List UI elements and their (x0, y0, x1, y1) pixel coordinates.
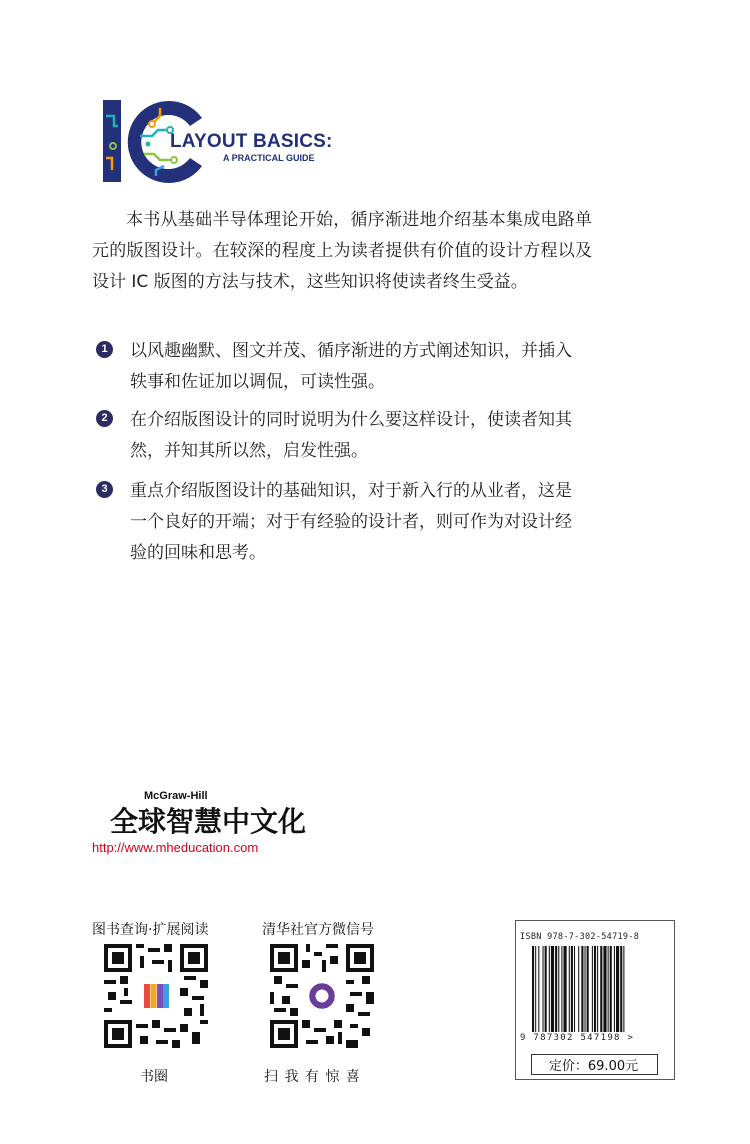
bullet-text: 重点介绍版图设计的基础知识，对于新入行的从业者，这是一个良好的开端；对于有经验的设计者，则可作为对设计经验的回味和思考。 (130, 481, 572, 563)
tsinghua-press-icon (306, 980, 338, 1012)
bullet-number: 3 (96, 481, 113, 498)
isbn-barcode (532, 946, 658, 1032)
bullet-number: 2 (96, 410, 113, 427)
bullet-text: 以风趣幽默、图文并茂、循序渐进的方式阐述知识，并插入轶事和佐证加以调侃，可读性强。 (130, 341, 572, 392)
publisher-url[interactable]: http://www.mheducation.com (92, 840, 259, 855)
price-label: 定价：69.00元 (548, 1059, 639, 1074)
qr-code-book-search[interactable] (104, 944, 208, 1048)
qr-code-wechat[interactable] (270, 944, 374, 1048)
intro-paragraph: 本书从基础半导体理论开始，循序渐进地介绍基本集成电路单元的版图设计。在较深的程度上为读者提供有价值的设计方程以及设计 IC 版图的方法与技术，这些知识将使读者终生受益。 (92, 210, 592, 292)
logo-title: LAYOUT BASICS: (170, 131, 333, 152)
qr-label-book-search: 图书查询·扩展阅读 (92, 922, 209, 938)
isbn-number: ISBN 978-7-302-54719-8 (520, 932, 640, 942)
bullet-text: 在介绍版图设计的同时说明为什么要这样设计，使读者知其然，并知其所以然，启发性强。 (130, 410, 572, 461)
barcode-digits: 9 787302 547198 > (520, 1033, 635, 1043)
qr-caption-book-circle: 书圈 (140, 1069, 168, 1085)
logo-subtitle: A PRACTICAL GUIDE (223, 153, 315, 163)
publisher-slogan: 全球智慧中文化 (110, 805, 307, 838)
book-circle-icon (140, 980, 172, 1012)
qr-label-wechat: 清华社官方微信号 (262, 922, 374, 938)
mcgraw-hill-brand: McGraw-Hill (144, 790, 208, 802)
qr-caption-wechat: 扫 我 有 惊 喜 (264, 1069, 361, 1085)
bullet-number: 1 (96, 341, 113, 358)
